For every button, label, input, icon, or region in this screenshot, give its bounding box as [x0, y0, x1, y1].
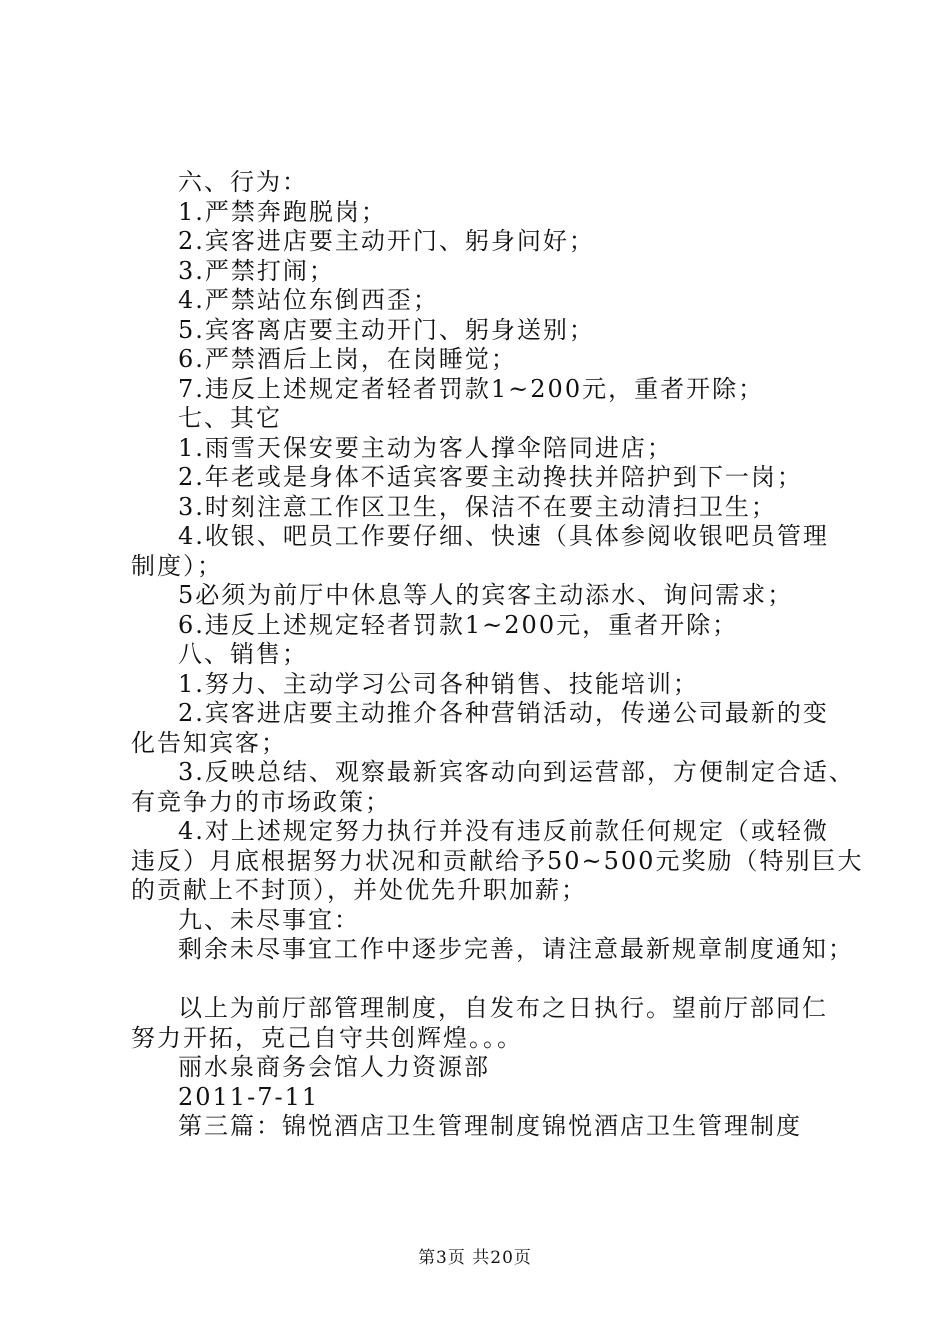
list-item: 1.雨雪天保安要主动为客人撑伞陪同进店；: [178, 433, 673, 462]
line: 4.收银、吧员工作要仔细、快速（具体参阅收银吧员管理: [178, 522, 829, 550]
line: 化告知宾客；: [131, 728, 287, 757]
line: 努力开拓，克己自守共创辉煌。。。: [131, 1023, 523, 1052]
next-section-title: 第三篇：锦悦酒店卫生管理制度锦悦酒店卫生管理制度: [178, 1112, 802, 1140]
line: 制度）；: [131, 551, 223, 580]
blank-line: [0, 965, 950, 995]
list-item: 5.宾客离店要主动开门、躬身送别；: [178, 315, 595, 344]
list-item: 1.努力、主动学习公司各种销售、技能培训；: [178, 669, 699, 698]
paragraph: 剩余未尽事宜工作中逐步完善，请注意最新规章制度通知；: [178, 935, 854, 963]
list-item: 2.年老或是身体不适宾客要主动搀扶并陪护到下一岗；: [178, 463, 803, 491]
list-item: 5必须为前厅中休息等人的宾客主动添水、询问需求；: [178, 581, 794, 609]
list-item-multiline: [0, 522, 950, 581]
list-item-multiline: [0, 817, 950, 906]
heading-remaining: 九、未尽事宜：: [178, 905, 360, 934]
list-item: 6.违反上述规定轻者罚款1~200元，重者开除；: [178, 610, 739, 639]
list-item: 4.严禁站位东倒西歪；: [178, 286, 439, 314]
list-item: 6.严禁酒后上岗，在岗睡觉；: [178, 345, 517, 373]
heading-other: 七、其它: [178, 404, 282, 432]
line: 4.对上述规定努力执行并没有违反前款任何规定（或轻微: [178, 817, 829, 845]
list-item: 3.时刻注意工作区卫生，保洁不在要主动清扫卫生；: [178, 492, 777, 521]
document-body: [0, 168, 950, 1142]
line: 以上为前厅部管理制度，自发布之日执行。望前厅部同仁: [178, 994, 828, 1022]
heading-sales: 八、销售；: [178, 640, 308, 668]
list-item: 3.严禁打闹；: [178, 256, 335, 285]
list-item: 2.宾客进店要主动开门、躬身问好；: [178, 227, 595, 255]
closing-paragraph: [0, 994, 950, 1053]
list-item: 1.严禁奔跑脱岗；: [178, 197, 387, 226]
issue-date: 2011-7-11: [178, 1082, 320, 1111]
list-item: 7.违反上述规定者轻者罚款1~200元，重者开除；: [178, 374, 765, 403]
line: 的贡献上不封顶），并处优先升职加薪；: [131, 876, 587, 904]
list-item-multiline: [0, 758, 950, 817]
list-item-multiline: [0, 699, 950, 758]
line: 有竞争力的市场政策；: [131, 787, 391, 816]
line: 违反）月底根据努力状况和贡献给予50~500元奖励（特别巨大: [131, 846, 864, 875]
issuer: 丽水泉商务会馆人力资源部: [178, 1053, 490, 1081]
line: 3.反映总结、观察最新宾客动向到运营部，方便制定合适、: [178, 758, 855, 786]
heading-behavior: 六、行为：: [178, 168, 308, 196]
line: 2.宾客进店要主动推介各种营销活动，传递公司最新的变: [178, 699, 829, 727]
page-number: 第3页 共20页: [418, 1248, 532, 1268]
